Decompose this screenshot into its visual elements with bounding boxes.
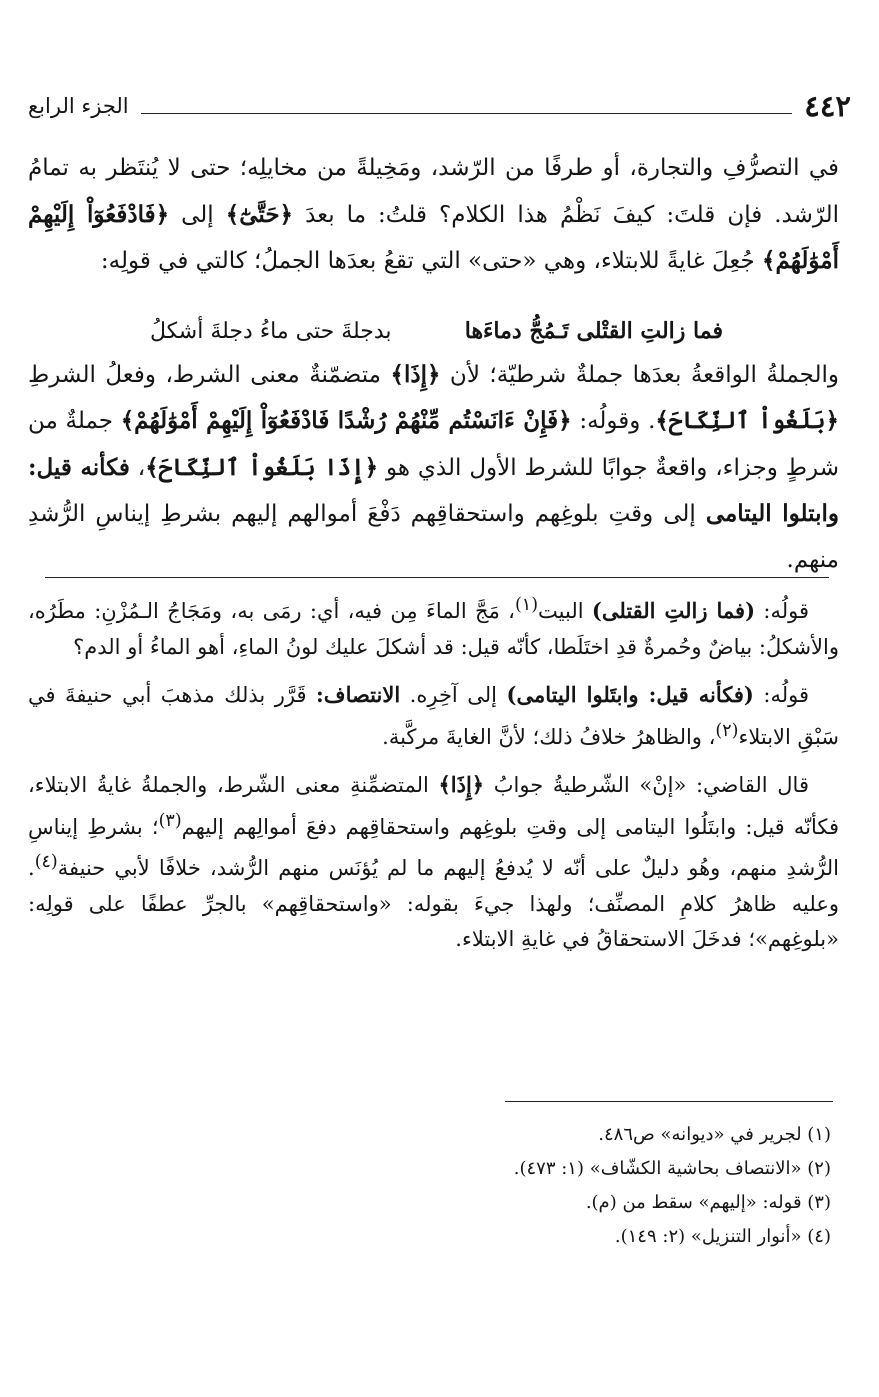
source-label: الانتصاف: (316, 682, 401, 707)
footnotes (100, 1118, 831, 1254)
commentary-note-3: قال القاضي: «إنْ» الشّرطيةُ جوابُ ﴿إِذَا﴾ المتضمِّنةِ معنى الشّرط، والجملةُ غايةُ الابتلاء، فكأنّه قيل: وابتَلُوا اليتامى إلى وقتِ بلوغِهم واستحقاقِهم دفعَ أموالِهم إليهم$^{(٣)}$؛ بشرطِ إيناسِ الرُّشدِ منهم، وهُو دليلٌ على أنّه لا يُدفعُ إليهم ما لم يُؤنَس منهم الرُّشد، خلافًا لأبي حنيفة$^{(٤)}$. وعليه ظاهرُ كلامِ المصنِّف؛ ولهذا جيءَ بقوله: «واستحقاقِهم» بالجرِّ عطفًا على قولِه: «بلوغِهم»؛ فدخَلَ الاستحقاقُ في غايةِ الابتلاء. (28, 772, 839, 951)
footnote-3: (٣) قوله: «إليهم» سقط من (م). (585, 1192, 831, 1213)
running-title: الجزء الرابع (28, 94, 129, 118)
main-text (28, 146, 839, 583)
commentary-note-1: قولُه: (فما زالتِ القتلى) البيت$^{(١)}$، مَجَّ الماءَ مِن فيه، أي: رمَى به، ومَجَاجُ الـمُزْنِ: مطَرُه، والأشكلُ: بياضٌ وحُمرةٌ قدِ اختَلَطا، كأنّه قيل: قد أشكلَ عليك لونُ الماءِ، أهو الماءُ أو الدم؟ (28, 595, 839, 659)
quran-citation: ﴿إِذَا﴾ (438, 772, 485, 797)
quran-citation: ﴿إِذَا بَلَغُواْ ٱلنِّكَاحَ﴾ (145, 453, 379, 481)
footnote-ref[interactable]: (١) (514, 595, 539, 615)
bold-phrase: فكأنه قيل: وابتلوا اليتامى (28, 453, 839, 527)
main-paragraph-1: في التصرُّفِ والتجارة، أو طرفًا من الرّشد، ومَخِيلةً من مخايلِه؛ حتى لا يُنتَظر به تمامُ الرّشد. فإن قلتَ: كيفَ نَظْمُ هذا الكلام؟ قلتُ: ما بعدَ ﴿حَتَّىٰٓ﴾ إلى ﴿فَادْفَعُوٓاْ إِلَيْهِمْ أَمْوَٰلَهُمْ﴾ جُعِلَ غايةً للابتلاء، وهي «حتى» التي تقعُ بعدَها الجملُ؛ كالتي في قولِه: (28, 155, 839, 274)
quran-citation: ﴿بَلَغُواْ ٱلنِّكَاحَ﴾ (655, 407, 839, 434)
commentary-note-2: قولُه: (فكأنه قيل: وابتَلوا اليتامى) إلى آخِرِه. الانتصاف: قَرَّر بذلك مذهبَ أبي حنيفةَ في سَبْقِ الابتلاء$^{(٢)}$، والظاهرُ خلافُ ذلك؛ لأنَّ الغايةَ مركَّبة. (28, 682, 839, 749)
footnote-rule (505, 1101, 833, 1102)
lemma: (فكأنه قيل: وابتَلوا اليتامى) (506, 682, 754, 707)
footnote-ref[interactable]: (٢) (715, 720, 739, 741)
footnote-1: (١) لجرير في «ديوانه» ص٤٨٦. (598, 1124, 831, 1145)
page-header (28, 86, 851, 126)
footnote-ref[interactable]: (٣) (158, 810, 182, 831)
quran-citation: ﴿فَإِنْ ءَانَسْتُم مِّنْهُمْ رُشْدًا فَادْفَعُوٓاْ إِلَيْهِمْ أَمْوَٰلَهُمْ﴾ (120, 407, 572, 434)
footnote-4: (٤) «أنوار التنزيل» (٢: ١٤٩). (614, 1226, 831, 1247)
verse-first-hemistich: فما زالتِ القتْلى تَـمُجُّ دماءَها (464, 318, 723, 344)
quran-citation: ﴿إِذَا﴾ (390, 360, 441, 388)
header-rule (141, 113, 793, 114)
poetry-verse (150, 308, 723, 354)
footnote-ref[interactable]: (٤) (34, 852, 58, 872)
commentary-section (28, 588, 839, 970)
quran-citation: ﴿حَتَّىٰٓ﴾ (225, 200, 294, 228)
quran-citation: ﴿فَادْفَعُوٓاْ إِلَيْهِمْ أَمْوَٰلَهُمْ﴾ (28, 200, 839, 274)
commentary-divider (45, 577, 829, 578)
page-number: ٤٤٢ (804, 89, 851, 123)
footnote-2: (٢) «الانتصاف بحاشية الكشّاف» (١: ٤٧٣). (513, 1158, 831, 1179)
lemma: (فما زالتِ القتلى) (591, 598, 756, 623)
verse-second-hemistich: بدجلةَ حتى ماءُ دجلةَ أشكلُ (150, 318, 392, 344)
main-paragraph-2: والجملةُ الواقعةُ بعدَها جملةٌ شرطيّة؛ لأن ﴿إِذَا﴾ متضمّنةٌ معنى الشرط، وفعلُ الشرطِ ﴿بَلَغُواْ ٱلنِّكَاحَ﴾. وقولُه: ﴿فَإِنْ ءَانَسْتُم مِّنْهُمْ رُشْدًا فَادْفَعُوٓاْ إِلَيْهِمْ أَمْوَٰلَهُمْ﴾ جملةٌ من شرطٍ وجزاء، واقعةٌ جوابًا للشرط الأول الذي هو ﴿إِذَا بَلَغُواْ ٱلنِّكَاحَ﴾، فكأنه قيل: وابتلوا اليتامى إلى وقتِ بلوغِهم واستحقاقِهم دَفْعَ أموالهم إليهم بشرطِ إيناسِ الرُّشدِ منهم. (28, 360, 840, 573)
